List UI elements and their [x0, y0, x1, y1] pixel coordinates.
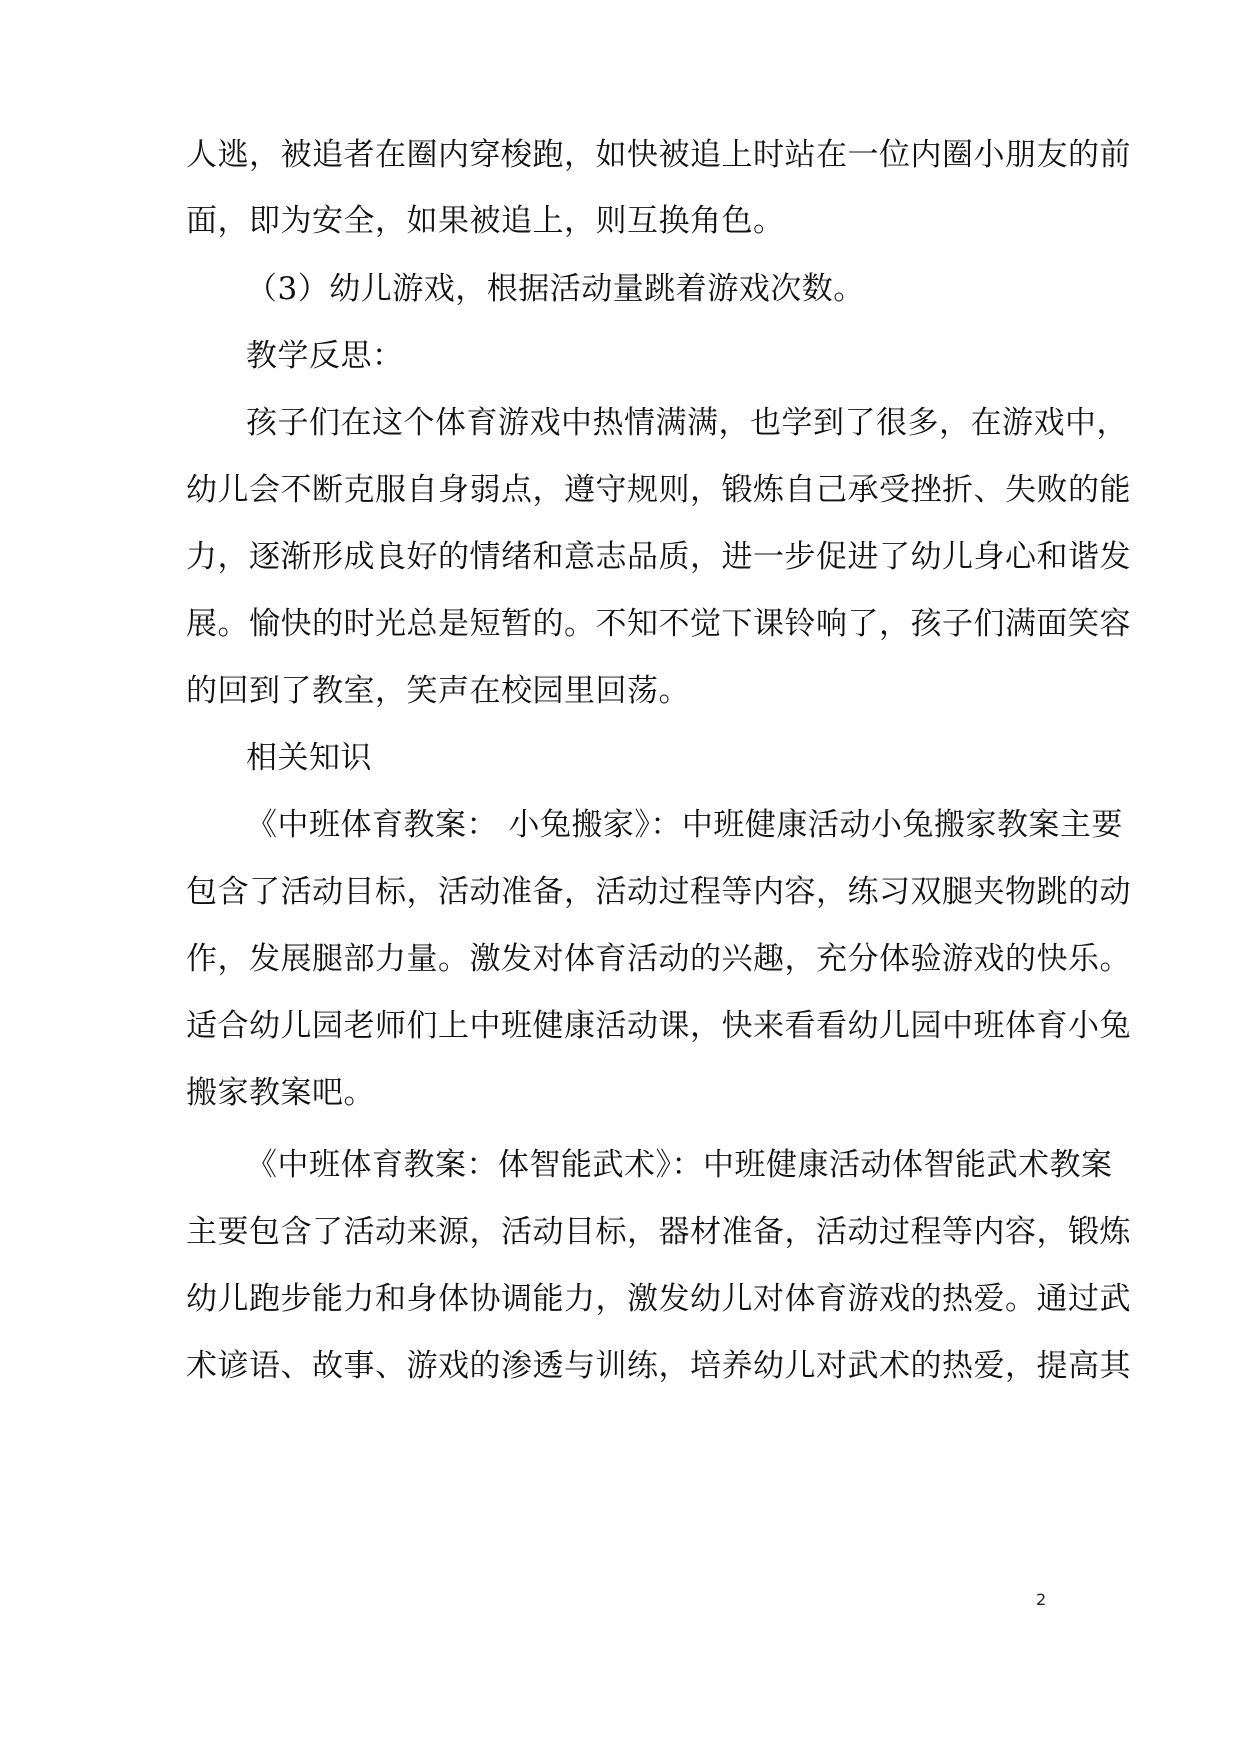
text-line: 主要包含了活动来源，活动目标，器材准备，活动过程等内容，锻炼 [186, 1214, 1131, 1250]
text-line: 作，发展腿部力量。激发对体育活动的兴趣，充分体验游戏的快乐。 [186, 941, 1131, 977]
text-line: 《中班体育教案： 小兔搬家》：中班健康活动小兔搬家教案主要 [246, 807, 1123, 843]
text-line: 力，逐渐形成良好的情绪和意志品质，进一步促进了幼儿身心和谐发 [186, 539, 1131, 575]
text-line: 适合幼儿园老师们上中班健康活动课，快来看看幼儿园中班体育小兔 [186, 1008, 1131, 1044]
text-line: 《中班体育教案：体智能武术》：中班健康活动体智能武术教案 [246, 1147, 1113, 1183]
text-line: 包含了活动目标，活动准备，活动过程等内容，练习双腿夹物跳的动 [186, 874, 1131, 910]
text-line: 的回到了教室，笑声在校园里回荡。 [186, 673, 690, 709]
text-line: 孩子们在这个体育游戏中热情满满，也学到了很多，在游戏中， [246, 405, 1128, 441]
text-line: 人逃，被追者在圈内穿梭跑，如快被追上时站在一位内圈小朋友的前 [186, 137, 1131, 173]
section-heading: 相关知识 [246, 740, 372, 776]
text-line: 幼儿跑步能力和身体协调能力，激发幼儿对体育游戏的热爱。通过武 [186, 1281, 1131, 1317]
text-line: 展。愉快的时光总是短暂的。不知不觉下课铃响了，孩子们满面笑容 [186, 606, 1131, 642]
text-line: 面，即为安全，如果被追上，则互换角色。 [186, 203, 785, 239]
text-line: 术谚语、故事、游戏的渗透与训练，培养幼儿对武术的热爱，提高其 [186, 1348, 1131, 1384]
section-heading: 教学反思： [246, 338, 404, 374]
page-number: 2 [1036, 1590, 1047, 1609]
text-line: 幼儿会不断克服自身弱点，遵守规则，锻炼自己承受挫折、失败的能 [186, 472, 1131, 508]
text-line: 搬家教案吧。 [186, 1075, 375, 1111]
text-line: （3）幼儿游戏，根据活动量跳着游戏次数。 [246, 271, 865, 307]
